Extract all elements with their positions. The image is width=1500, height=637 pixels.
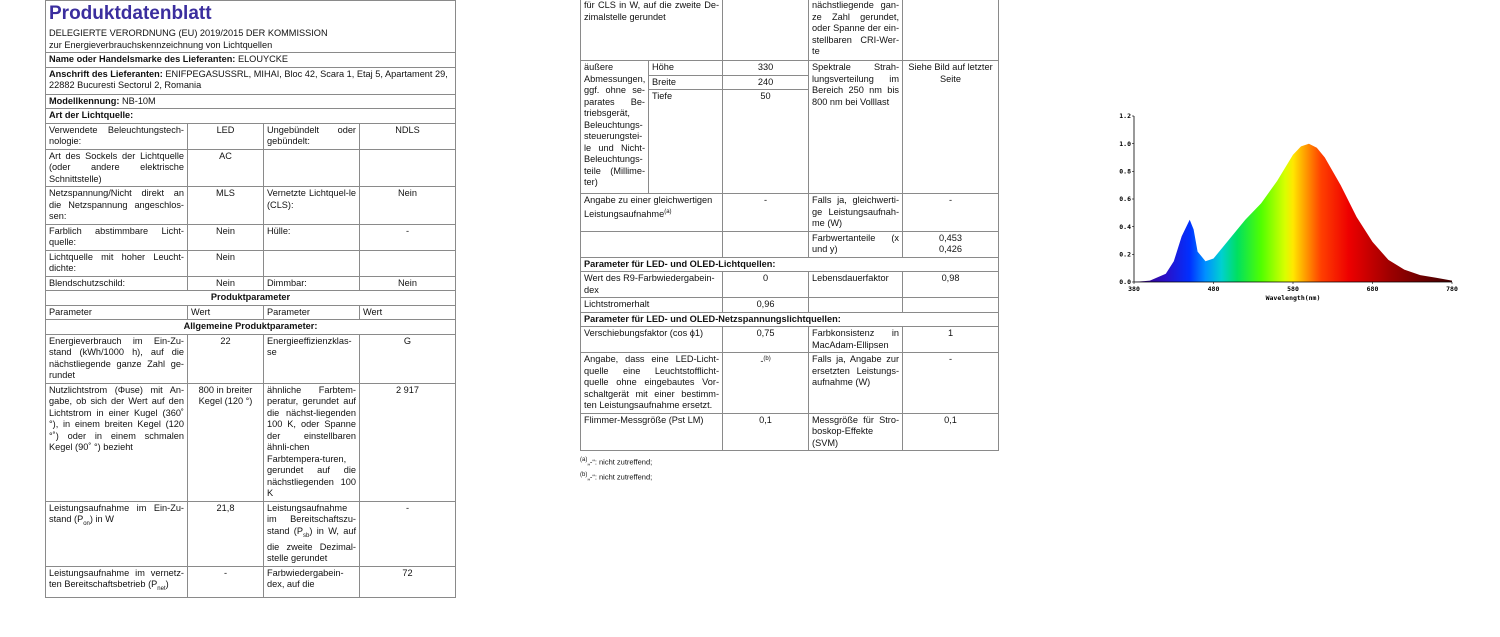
- param-label: Blendschutzschild:: [46, 276, 188, 291]
- table-row: [581, 413, 999, 451]
- param-label: Lichtquelle mit hoher Leucht-dichte:: [46, 250, 188, 276]
- table-row: [581, 353, 999, 414]
- param-label: Verwendete Beleuchtungstech-nologie:: [46, 123, 188, 149]
- footnote-mark: (a): [664, 208, 672, 215]
- param-label: Lichtstromerhalt: [581, 298, 723, 313]
- param-value: 0,98: [903, 272, 999, 298]
- footnote-a: [580, 454, 998, 469]
- table-row: [581, 272, 999, 298]
- footnotes: [580, 454, 998, 483]
- param-label: ähnliche Farbtem-peratur, gerundet auf die nächst-liegenden 100 K, oder Spanne der einstellbaren ähnli-chen Farbtempera-turen, gerundet auf die nächstliegenden 100 K: [264, 383, 360, 501]
- x-tick-label: 380: [1128, 285, 1140, 293]
- table-row: [46, 250, 456, 276]
- table-row: [46, 276, 456, 291]
- label-text: Leistungsaufnahme im Ein-Zu-stand (P: [49, 502, 184, 524]
- param-label: [264, 250, 360, 276]
- param-value: Nein: [188, 250, 264, 276]
- footnote-text: „-“: nicht zutreffend;: [587, 472, 653, 481]
- x-tick-label: 480: [1207, 285, 1220, 293]
- param-value: Nein: [360, 276, 456, 291]
- param-label: Energieverbrauch im Ein-Zu-stand (kWh/1000 h), auf die nächstliegende ganze Zahl ge-rundet: [46, 334, 188, 383]
- depth-value: 50: [723, 90, 809, 194]
- param-label: [264, 149, 360, 187]
- param-value: Nein: [360, 187, 456, 225]
- param-label: Flimmer-Messgröße (Pst LM): [581, 413, 723, 451]
- param-value: 1: [903, 327, 999, 353]
- table-row: [581, 231, 999, 257]
- param-label: Netzspannung/Nicht direkt an die Netzspannung angeschlos-sen:: [46, 187, 188, 225]
- param-label: Falls ja, gleichwerti-ge Leistungsaufnah-me (W): [809, 194, 903, 232]
- param-label: Messgröße für Stro-boskop-Effekte (SVM): [809, 413, 903, 451]
- param-label: Wert des R9-Farbwiedergabein-dex: [581, 272, 723, 298]
- label-subscript: sb: [303, 532, 310, 539]
- footnote-b: [580, 469, 998, 484]
- supplier-address-label: Anschrift des Lieferanten:: [49, 68, 163, 79]
- datasheet-title: Produktdatenblatt: [49, 3, 212, 24]
- spectral-distribution-value: Siehe Bild auf letzter Seite: [903, 61, 999, 194]
- param-value: 72: [360, 566, 456, 597]
- table-row: [46, 383, 456, 501]
- table-row: [46, 501, 456, 566]
- column-header: Wert: [188, 305, 264, 320]
- footnote-text: „-“: nicht zutreffend;: [587, 457, 653, 467]
- table-row: [581, 298, 999, 313]
- param-value: LED: [188, 123, 264, 149]
- param-value: [903, 0, 999, 61]
- label-subscript: net: [157, 586, 166, 593]
- x-tick-label: 580: [1287, 285, 1299, 293]
- y-tick-label: 0.6: [1119, 195, 1131, 204]
- table-row: [581, 194, 999, 232]
- param-value: 0,75: [723, 327, 809, 353]
- param-value: [723, 353, 809, 414]
- table-row: [46, 224, 456, 250]
- param-label: Farbwertanteile (x und y): [809, 231, 903, 257]
- label-text-tail: ) in W: [89, 514, 114, 524]
- param-value: MLS: [188, 187, 264, 225]
- general-params-heading: Allgemeine Produktparameter:: [46, 320, 456, 335]
- column-header: Parameter: [46, 305, 188, 320]
- x-tick-label: 780: [1446, 285, 1458, 293]
- param-value: AC: [188, 149, 264, 187]
- table-row: [581, 61, 999, 76]
- spectrum-area: [1134, 144, 1452, 282]
- param-value: 0: [723, 272, 809, 298]
- middle-datasheet-table: [580, 0, 999, 451]
- param-label: Verschiebungsfaktor (cos ϕ1): [581, 327, 723, 353]
- empty-cell: [809, 298, 903, 313]
- param-value: Nein: [188, 224, 264, 250]
- param-label: [46, 501, 188, 566]
- supplier-name: ELOUYCKE: [237, 54, 288, 64]
- param-label: Vernetzte Lichtquel-le (CLS):: [264, 187, 360, 225]
- supplier-address-row: [46, 67, 456, 94]
- param-label: Angabe, dass eine LED-Licht-quelle eine Leuchtstofflicht-quelle ohne eingebautes Vor-schaltgerät mit einer bestimm-ten Leistungsaufnahme ersetzt.: [581, 353, 723, 414]
- label-subscript: on: [83, 520, 90, 527]
- param-label: [46, 566, 188, 597]
- left-datasheet-table: [45, 0, 456, 598]
- label-text: Leistungsaufnahme im vernetz-ten Bereitschaftsbetrieb (P: [49, 567, 184, 590]
- param-value: NDLS: [360, 123, 456, 149]
- height-label: Höhe: [649, 61, 723, 76]
- x-tick-label: 680: [1366, 285, 1379, 293]
- lightsource-type-heading: Art der Lichtquelle:: [46, 109, 456, 124]
- depth-label: Tiefe: [649, 90, 723, 194]
- param-label: Lebensdauerfaktor: [809, 272, 903, 298]
- param-label: für CLS in W, auf die zweite De-zimalstelle gerundet: [581, 0, 723, 61]
- y-tick-label: 0.2: [1119, 250, 1131, 259]
- label-text-tail: ) in W, auf die zweite Dezimal-stelle gerundet: [267, 525, 357, 564]
- footnote-mark: (b): [763, 356, 771, 362]
- y-tick-label: 1.2: [1119, 112, 1131, 121]
- supplier-name-label: Name oder Handelsmarke des Lieferanten:: [49, 54, 236, 64]
- column-header: Wert: [360, 305, 456, 320]
- product-params-heading: Produktparameter: [46, 291, 456, 306]
- empty-cell: [903, 298, 999, 313]
- param-label: Hülle:: [264, 224, 360, 250]
- param-value: [723, 0, 809, 61]
- footnote-mark: (b): [580, 471, 588, 478]
- value-text: -: [760, 356, 764, 367]
- empty-cell: [581, 231, 723, 257]
- param-value: 800 in breiter Kegel (120 °): [188, 383, 264, 501]
- y-tick-label: 0.0: [1119, 278, 1131, 287]
- model-id: NB-10M: [122, 95, 156, 106]
- table-row: [581, 0, 999, 61]
- param-value: 0,1: [903, 413, 999, 451]
- chromaticity-y: 0,426: [939, 244, 963, 254]
- label-text: Angabe zu einer gleichwertigen Leistungsaufnahme: [584, 195, 713, 219]
- param-value: -: [723, 194, 809, 232]
- param-value: [360, 250, 456, 276]
- led-mains-params-heading: Parameter für LED- und OLED-Netzspannungslichtquellen:: [581, 312, 999, 327]
- x-axis-title: Wavelength(nm): [1265, 294, 1321, 302]
- param-value: 21,8: [188, 501, 264, 566]
- y-tick-label: 0.8: [1119, 167, 1131, 176]
- table-row: [46, 123, 456, 149]
- y-tick-label: 1.0: [1119, 139, 1131, 148]
- dimensions-label: äußere Abmessungen, ggf. ohne se-parates Be-triebsgerät, Beleuchtungs-steuerungstei-le und Nicht-Beleuchtungs-teile (Millime-ter): [581, 61, 649, 194]
- param-value: [903, 231, 999, 257]
- label-text-tail: ): [165, 579, 169, 590]
- width-label: Breite: [649, 75, 723, 90]
- param-label: Falls ja, Angabe zur ersetzten Leistungs-aufnahme (W): [809, 353, 903, 414]
- param-label: Ungebündelt oder gebündelt:: [264, 123, 360, 149]
- regulation-text: DELEGIERTE VERORDNUNG (EU) 2019/2015 DER KOMMISSION zur Energieverbrauchskennzeichnung von Lichtquellen: [49, 28, 328, 50]
- param-value: 0,96: [723, 298, 809, 313]
- param-label: Nutzlichtstrom (Φuse) mit An-gabe, ob sich der Wert auf den Lichtstrom in einer Kugel (360˚ °), in einem breiten Kegel (120 °˚) oder in einem schmalen Kegel (90˚ °) bezieht: [46, 383, 188, 501]
- param-value: 0,1: [723, 413, 809, 451]
- table-row: [46, 187, 456, 225]
- param-label: Farblich abstimmbare Licht-quelle:: [46, 224, 188, 250]
- spectral-distribution-label: Spektrale Strah-lungsverteilung im Bereich 250 nm bis 800 nm bei Volllast: [809, 61, 903, 194]
- footnote-mark: (a): [580, 457, 588, 463]
- param-value: -: [188, 566, 264, 597]
- model-label: Modellkennung:: [49, 95, 120, 106]
- param-value: 22: [188, 334, 264, 383]
- y-tick-label: 0.4: [1119, 222, 1131, 231]
- height-value: 330: [723, 61, 809, 76]
- param-value: Nein: [188, 276, 264, 291]
- param-value: 2 917: [360, 383, 456, 501]
- param-header-row: [46, 305, 456, 320]
- table-row: [46, 149, 456, 187]
- width-value: 240: [723, 75, 809, 90]
- supplier-address: ENIFPEGASUSSRL, MIHAI, Bloc 42, Scara 1, Etaj 5, Apartament 29, 22882 Bucuresti Sectorul 2, Romania: [49, 68, 448, 90]
- param-label: [264, 501, 360, 566]
- param-label: Farbwiedergabein-dex, auf die: [264, 566, 360, 597]
- table-row: [46, 566, 456, 597]
- param-label: Energieeffizienzklas-se: [264, 334, 360, 383]
- param-value: -: [903, 194, 999, 232]
- table-row: [46, 334, 456, 383]
- param-value: -: [903, 353, 999, 414]
- param-label: Dimmbar:: [264, 276, 360, 291]
- chromaticity-x: 0,453: [939, 232, 963, 243]
- param-value: [360, 149, 456, 187]
- column-header: Parameter: [264, 305, 360, 320]
- param-label: Farbkonsistenz in MacAdam-Ellipsen: [809, 327, 903, 353]
- spectral-distribution-chart: [1112, 108, 1464, 306]
- param-label: Art des Sockels der Lichtquelle (oder andere elektrische Schnittstelle): [46, 149, 188, 187]
- left-datasheet-page: [45, 0, 455, 598]
- param-value: -: [360, 501, 456, 566]
- label-text: Leistungsaufnahme im Bereitschaftszu-stand (P: [267, 502, 356, 536]
- middle-datasheet-page: [580, 0, 998, 483]
- led-params-heading: Parameter für LED- und OLED-Lichtquellen:: [581, 257, 999, 272]
- param-value: -: [360, 224, 456, 250]
- spectrum-svg: [1112, 108, 1464, 306]
- table-row: [581, 327, 999, 353]
- param-label: [581, 194, 723, 232]
- param-label: nächstliegende gan-ze Zahl gerundet, oder Spanne der ein-stellbaren CRI-Wer-te: [809, 0, 903, 61]
- model-row: [46, 94, 456, 109]
- supplier-name-row: [46, 53, 456, 68]
- empty-cell: [723, 231, 809, 257]
- param-value: G: [360, 334, 456, 383]
